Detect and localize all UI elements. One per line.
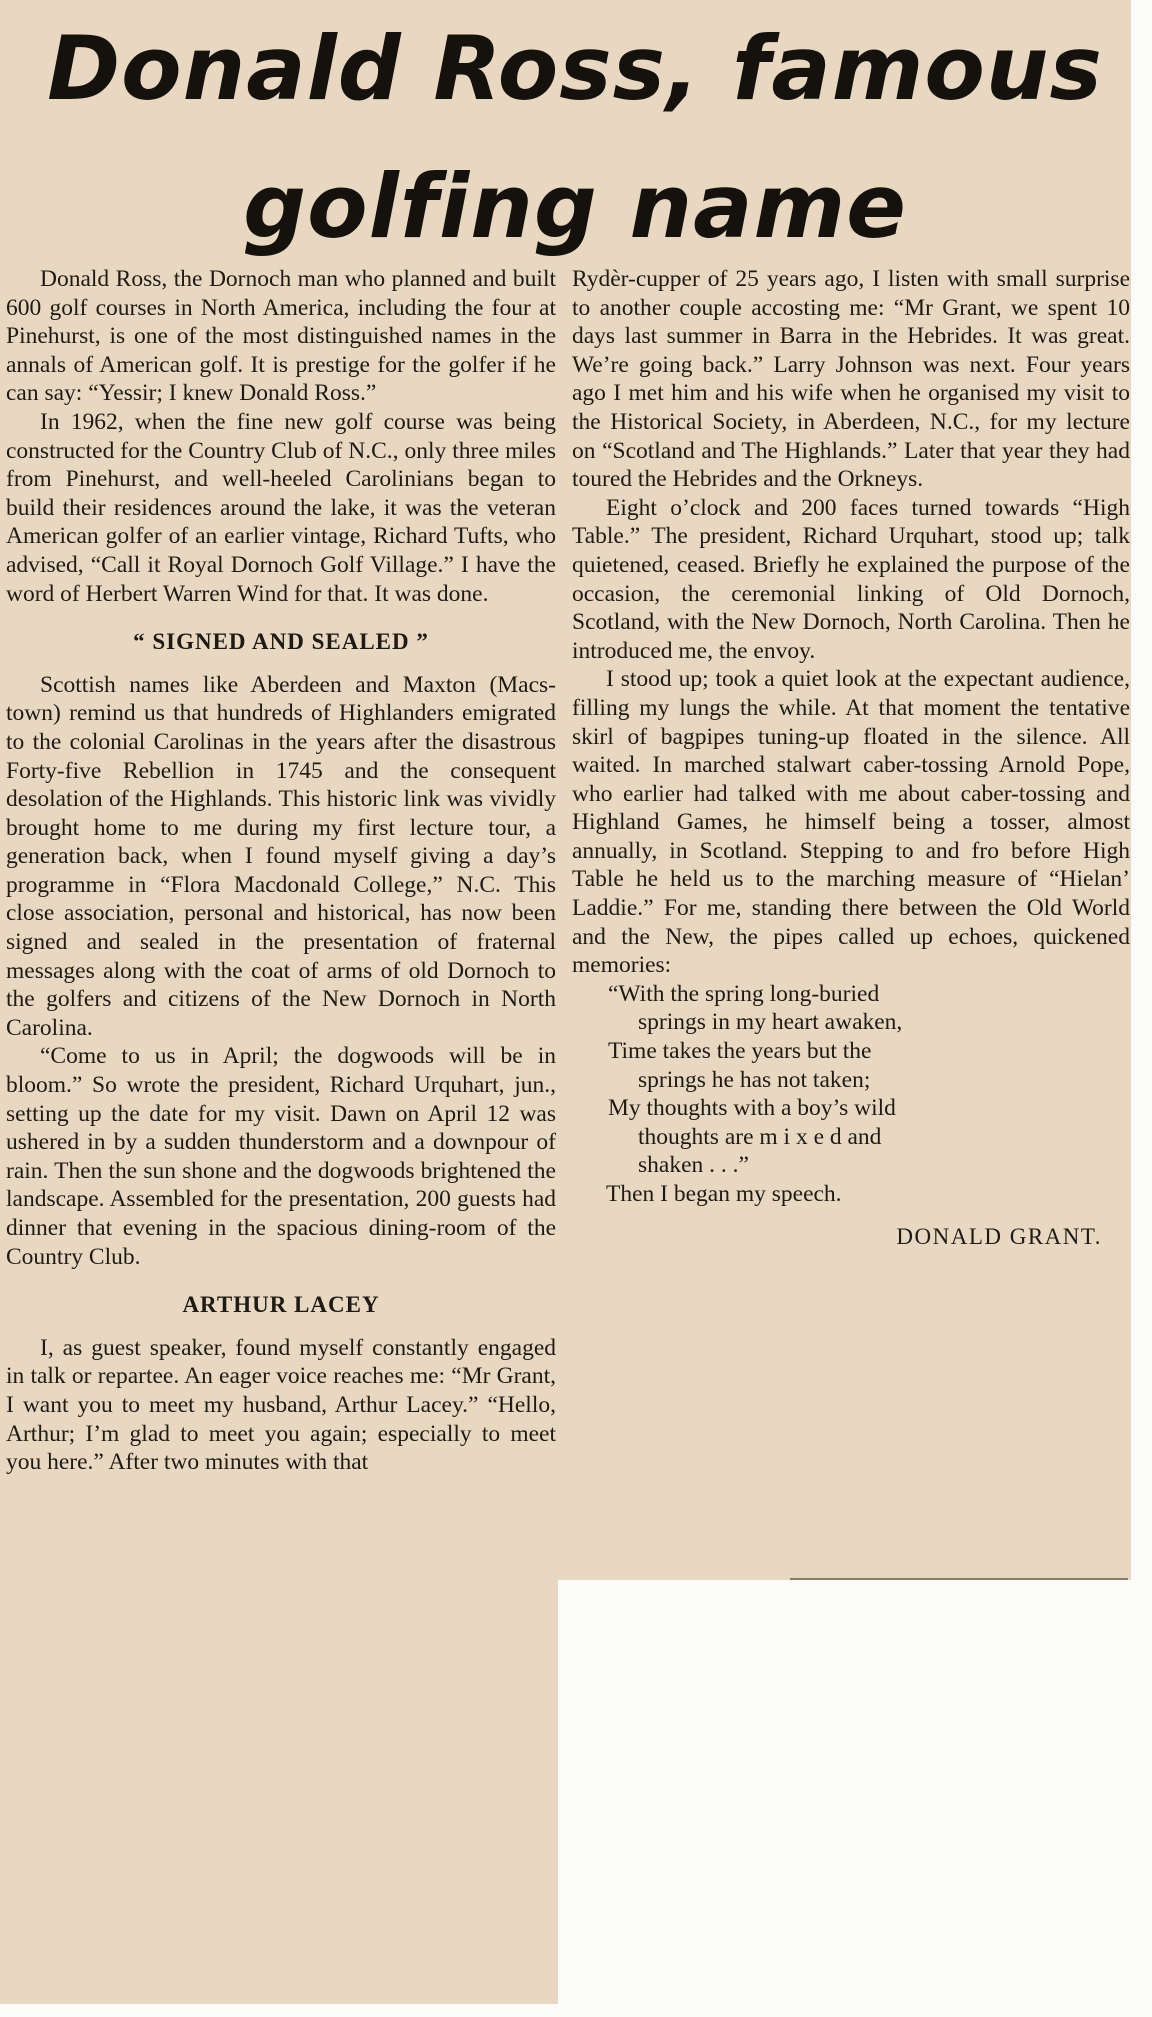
paragraph: Donald Ross, the Dornoch man who planned and built 600 golf courses in North America, including the four at Pinehurst, is one of the most distinguished names in the annals of American golf. It is prestige for the golfer if he can say: “Yessir; I knew Donald Ross.” — [6, 266, 556, 407]
verse-line: springs he has not taken; — [638, 1066, 871, 1093]
headline — [30, 0, 1120, 276]
paragraph: In 1962, when the fine new golf course was being constructed for the Country Club of N.C., only three miles from Pinehurst, and well-heeled Carolinians began to build their residences around the lake, it was the veteran American golfer of an earlier vintage, Richard Tufts, who advised, “Call it Royal Dornoch Golf Village.” I have the word of Herbert Warren Wind for that. It was done. — [6, 408, 556, 607]
verse-line: springs in my heart awaken, — [638, 1009, 903, 1036]
paragraph: I stood up; took a quiet look at the expectant audience, filling my lungs the while. At that moment the tentative skirl of bagpipes tuning-up floated in the silence. All waited. In marched stalwart caber-tossing Arnold Pope, who earlier had talked with me about caber-tossing and Highland Games, he himself being a tosser, almost annually, in Scotland. Stepping to and fro before High Table he held us to the marching measure of “Hielan’ Laddie.” For me, standing there between the Old World and the New, the pipes called up echoes, quickened memories: — [572, 666, 1130, 979]
paragraph: I, as guest speaker, found myself constantly engaged in talk or repartee. An eager voice reaches me: “Mr Grant, I want you to meet my husband, Arthur Lacey.” “Hello, Arthur; I’m glad to meet you again; especially to meet you here.” After two minutes with that — [6, 1334, 556, 1476]
paragraph: Rydèr-cupper of 25 years ago, I listen with small surprise to another couple accosting me: “Mr Grant, we spent 10 days last summer in Barra in the Hebrides. It was great. We’re going back.” Larry Johnson was next. Four years ago I met him and his wife when he organised my visit to the Historical Society, in Aberdeen, N.C., for my lecture on “Scotland and The Highlands.” Later that year they had toured the Hebrides and the Orkneys. — [572, 266, 1130, 493]
right-column — [572, 265, 1130, 1251]
byline: DONALD GRANT. — [896, 1223, 1102, 1249]
verse-line: thoughts are m i x e d and — [638, 1123, 882, 1150]
paragraph: Then I began my speech. — [606, 1181, 842, 1207]
paragraph: Eight o’clock and 200 faces turned towards “High Table.” The president, Richard Urquhart, stood up; talk quietened, ceased. Briefly he explained the purpose of the occasion, the ceremonial linking of Old Dornoch, Scotland, with the New Dornoch, North Carolina. Then he introduced me, the envoy. — [572, 494, 1130, 664]
subheading: “ SIGNED AND SEALED ” — [133, 629, 429, 655]
paragraph: “Come to us in April; the dogwoods will be in bloom.” So wrote the president, Richard Urquhart, jun., setting up the date for my visit. Dawn on April 12 was ushered in by a sudden thunderstorm and a downpour of rain. Then the sun shone and the dogwoods brightened the landscape. Assembled for the presentation, 200 guests had dinner that evening in the spacious dining-room of the Country Club. — [6, 1043, 556, 1270]
verse — [608, 980, 1130, 1180]
paragraph: Scottish names like Aberdeen and Maxton (Macs-town) remind us that hundreds of Highlanders emigrated to the colonial Carolinas in the years after the disastrous Forty-five Rebellion in 1745 and the consequent desolation of the Highlands. This historic link was vividly brought home to me during my first lecture tour, a generation back, when I found myself giving a day’s programme in “Flora Macdonald College,” N.C. This close association, personal and historical, has now been signed and sealed in the presentation of fraternal messages along with the coat of arms of old Dornoch to the golfers and citizens of the New Dornoch in North Carolina. — [6, 671, 556, 1041]
verse-line: My thoughts with a boy’s wild — [608, 1095, 896, 1122]
end-rule — [790, 1578, 1128, 1580]
verse-line: “With the spring long-buried — [608, 980, 880, 1007]
verse-line: shaken . . .” — [638, 1152, 749, 1179]
subheading: ARTHUR LACEY — [182, 1292, 380, 1318]
headline-line-2: golfing name — [243, 155, 907, 258]
verse-line: Time takes the years but the — [608, 1038, 872, 1065]
headline-line-1: Donald Ross, famous — [47, 17, 1103, 120]
left-column — [6, 265, 556, 1477]
